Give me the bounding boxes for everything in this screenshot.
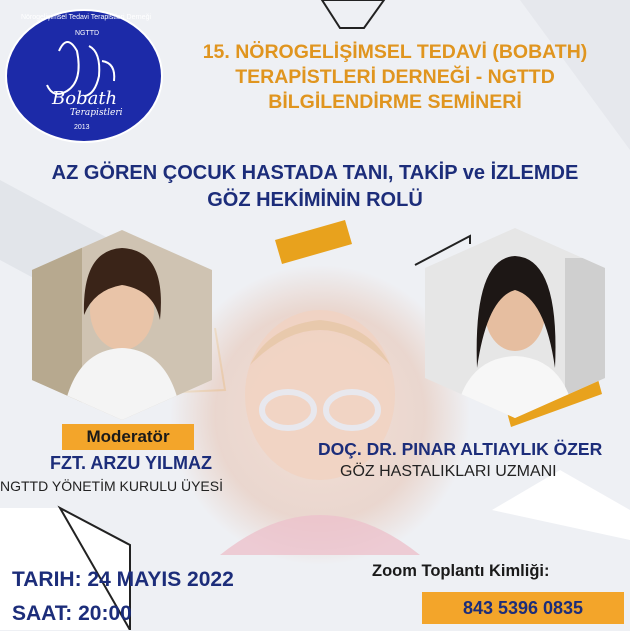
speaker-role: GÖZ HASTALIKLARI UZMANI: [340, 463, 557, 480]
speaker-photo: [415, 228, 615, 418]
title-line-2: TERAPİSTLERİ DERNEĞİ - NGTTD: [235, 66, 555, 88]
logo-script-sub: Terapistleri: [70, 108, 123, 118]
moderator-name: FZT. ARZU YILMAZ: [50, 453, 212, 473]
seminar-topic: [0, 160, 630, 214]
moderator-badge: Moderatör: [62, 424, 194, 450]
zoom-meeting-id: 843 5396 0835: [422, 592, 624, 624]
topic-line-2: GÖZ HEKİMİNİN ROLÜ: [207, 189, 423, 211]
event-date: TARIH: 24 MAYIS 2022: [12, 568, 234, 591]
logo-script-title: Bobath: [52, 88, 118, 109]
logo-abbr: NGTTD: [74, 30, 100, 37]
topic-line-1: AZ GÖREN ÇOCUK HASTADA TANI, TAKİP ve İZLEMDE: [51, 162, 579, 184]
logo-arc-text: Nörogelişimsel Tedavi Terapistleri Derneği: [20, 14, 152, 21]
event-datetime: [12, 563, 234, 631]
title-line-1: 15. NÖROGELİŞİMSEL TEDAVİ (BOBATH): [202, 41, 588, 63]
seminar-title: [170, 40, 620, 115]
title-line-3: BİLGİLENDİRME SEMİNERİ: [268, 91, 522, 113]
zoom-label: Zoom Toplantı Kimliği:: [372, 562, 550, 580]
moderator-photo: [22, 230, 222, 420]
event-time: SAAT: 20:00: [12, 602, 132, 625]
speaker-name: DOÇ. DR. PINAR ALTIAYLIK ÖZER: [318, 439, 603, 459]
logo-year: 2013: [74, 124, 90, 131]
moderator-role: NGTTD YÖNETİM KURULU ÜYESİ: [0, 478, 223, 494]
